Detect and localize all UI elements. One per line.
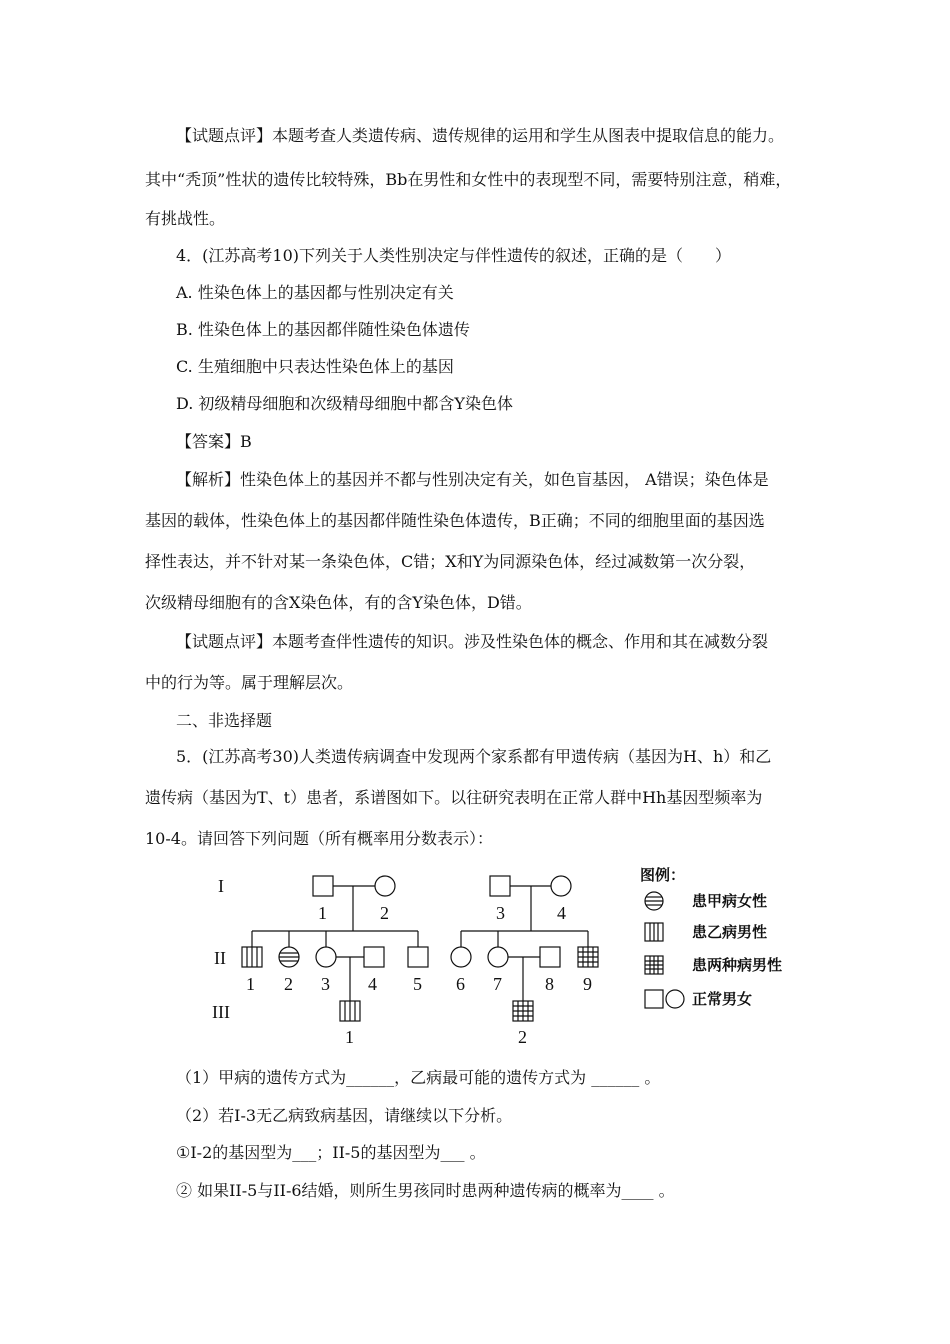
explanation-line-3: 择性表达，并不针对某一条染色体，C错；X和Y为同源染色体，经过减数第一次分裂， <box>145 552 756 571</box>
legend-title: 图例： <box>640 868 686 884</box>
pedigree-chart <box>200 866 820 1046</box>
legend-normal-female-symbol <box>666 990 684 1008</box>
pedigree-I1-normal-male <box>313 876 333 896</box>
question-5-sub-2: （2）若I-3无乙病致病基因，请继续以下分析。 <box>176 1106 513 1125</box>
label-III1: 1 <box>345 1027 354 1046</box>
pedigree-II7-normal-female <box>488 947 508 967</box>
legend-normal-male-symbol <box>645 990 663 1008</box>
review-paragraph-line-3: 有挑战性。 <box>145 209 226 228</box>
gen-label-II: II <box>214 948 226 968</box>
section-heading: 二、非选择题 <box>176 711 273 730</box>
review-paragraph-line-2: 其中“秃顶”性状的遗传比较特殊，Bb在男性和女性中的表现型不同，需要特别注意，稍难， <box>145 170 792 189</box>
label-II9: 9 <box>583 974 592 994</box>
question-5-stem-line-3: 10-4。请回答下列问题（所有概率用分数表示）： <box>145 829 493 848</box>
question-5-sub-4: ② 如果II-5与II-6结婚，则所生男孩同时患两种遗传病的概率为____ 。 <box>176 1181 675 1200</box>
review-q4-line-2: 中的行为等。属于理解层次。 <box>145 673 354 692</box>
explanation-line-4: 次级精母细胞有的含X染色体，有的含Y染色体，D错。 <box>145 593 532 612</box>
label-II1: 1 <box>246 974 255 994</box>
question-5-stem-line-2: 遗传病（基因为T、t）患者，系谱图如下。以往研究表明在正常人群中Hh基因型频率为 <box>145 788 763 807</box>
pedigree-II4-normal-male <box>364 947 384 967</box>
label-I4: 4 <box>557 903 566 923</box>
question-5-sub-3: ①I-2的基因型为___；II-5的基因型为___ 。 <box>176 1143 486 1162</box>
label-II5: 5 <box>413 974 422 994</box>
pedigree-II6-normal-female <box>451 947 471 967</box>
question-4-option-a: A. 性染色体上的基因都与性别决定有关 <box>176 283 454 302</box>
legend-item-yi-male: 患乙病男性 <box>692 925 768 941</box>
legend-item-normal: 正常男女 <box>692 992 753 1008</box>
legend-item-both-male: 患两种病男性 <box>692 958 783 974</box>
gen-label-I: I <box>218 876 224 896</box>
label-III2: 2 <box>518 1027 527 1046</box>
pedigree-II3-normal-female <box>316 947 336 967</box>
pedigree-II8-normal-male <box>540 947 560 967</box>
legend-item-jia-female: 患甲病女性 <box>692 894 768 910</box>
label-I1: 1 <box>318 903 327 923</box>
review-paragraph-line-1: 【试题点评】本题考查人类遗传病、遗传规律的运用和学生从图表中提取信息的能力。 <box>176 126 785 145</box>
label-II2: 2 <box>284 974 293 994</box>
gen-label-III: III <box>212 1002 230 1022</box>
question-5-stem-line-1: 5．(江苏高考30)人类遗传病调查中发现两个家系都有甲遗传病（基因为H、h）和乙 <box>176 747 772 766</box>
label-I2: 2 <box>380 903 389 923</box>
label-II7: 7 <box>493 974 502 994</box>
pedigree-II5-normal-male <box>408 947 428 967</box>
question-4-answer: 【答案】B <box>176 432 252 451</box>
pedigree-I3-normal-male <box>490 876 510 896</box>
question-5-sub-1: （1）甲病的遗传方式为______，乙病最可能的遗传方式为 ______ 。 <box>176 1068 661 1087</box>
review-q4-line-1: 【试题点评】本题考查伴性遗传的知识。涉及性染色体的概念、作用和其在减数分裂 <box>176 632 769 651</box>
pedigree-I4-normal-female <box>551 876 571 896</box>
explanation-line-1: 【解析】性染色体上的基因并不都与性别决定有关，如色盲基因， A错误；染色体是 <box>176 470 769 489</box>
pedigree-I2-normal-female <box>375 876 395 896</box>
question-4-option-b: B. 性染色体上的基因都伴随性染色体遗传 <box>176 320 470 339</box>
label-II6: 6 <box>456 974 465 994</box>
question-4-option-c: C. 生殖细胞中只表达性染色体上的基因 <box>176 357 454 376</box>
question-4-option-d: D. 初级精母细胞和次级精母细胞中都含Y染色体 <box>176 394 513 413</box>
question-4-stem: 4．(江苏高考10)下列关于人类性别决定与伴性遗传的叙述，正确的是（ ） <box>176 246 732 265</box>
label-II4: 4 <box>368 974 377 994</box>
explanation-line-2: 基因的载体，性染色体上的基因都伴随性染色体遗传，B正确；不同的细胞里面的基因选 <box>145 511 765 530</box>
label-II3: 3 <box>321 974 330 994</box>
label-I3: 3 <box>496 903 505 923</box>
label-II8: 8 <box>545 974 554 994</box>
